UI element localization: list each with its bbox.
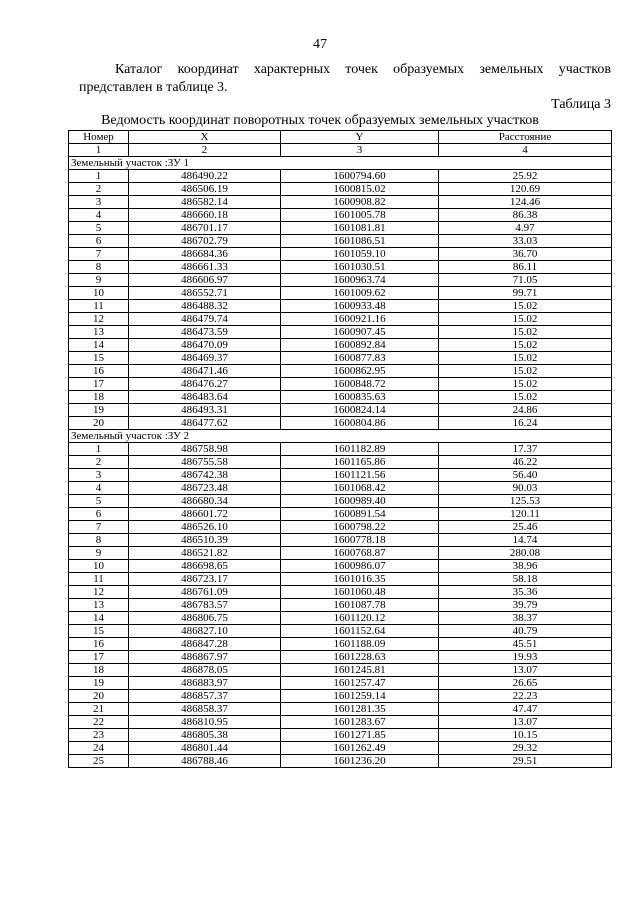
- distance-cell: 25.46: [439, 521, 612, 534]
- table-row: [69, 521, 612, 534]
- coordinate-y-cell: 1601271.85: [281, 729, 439, 742]
- coordinate-x-cell: 486490.22: [129, 170, 281, 183]
- distance-cell: 45.51: [439, 638, 612, 651]
- point-number-cell: 11: [69, 300, 129, 313]
- coordinate-x-cell: 486493.31: [129, 404, 281, 417]
- point-number-cell: 7: [69, 248, 129, 261]
- point-number-cell: 15: [69, 352, 129, 365]
- intro-paragraph: Каталог координат характерных точек образуемых земельных участков представлен в таблице 3.: [79, 62, 611, 95]
- point-number-cell: 8: [69, 261, 129, 274]
- column-index-1: 1: [69, 144, 129, 157]
- distance-cell: 36.70: [439, 248, 612, 261]
- coordinate-x-cell: 486723.48: [129, 482, 281, 495]
- distance-cell: 4.97: [439, 222, 612, 235]
- distance-cell: 15.02: [439, 352, 612, 365]
- point-number-cell: 1: [69, 170, 129, 183]
- point-number-cell: 2: [69, 456, 129, 469]
- coordinate-x-cell: 486806.75: [129, 612, 281, 625]
- coordinate-x-cell: 486680.34: [129, 495, 281, 508]
- coordinate-y-cell: 1600768.87: [281, 547, 439, 560]
- coordinate-y-cell: 1601259.14: [281, 690, 439, 703]
- coordinate-y-cell: 1601281.35: [281, 703, 439, 716]
- distance-cell: 120.11: [439, 508, 612, 521]
- coordinate-x-cell: 486761.09: [129, 586, 281, 599]
- point-number-cell: 12: [69, 586, 129, 599]
- distance-cell: 13.07: [439, 716, 612, 729]
- point-number-cell: 14: [69, 339, 129, 352]
- point-number-cell: 17: [69, 378, 129, 391]
- table-row: [69, 391, 612, 404]
- point-number-cell: 1: [69, 443, 129, 456]
- coordinate-y-cell: 1600778.18: [281, 534, 439, 547]
- coordinate-x-cell: 486827.10: [129, 625, 281, 638]
- column-header-y: Y: [281, 131, 439, 144]
- point-number-cell: 3: [69, 469, 129, 482]
- coordinate-x-cell: 486783.57: [129, 599, 281, 612]
- table-header-row: [69, 131, 612, 144]
- coordinate-x-cell: 486742.38: [129, 469, 281, 482]
- distance-cell: 26.65: [439, 677, 612, 690]
- coordinate-y-cell: 1600815.02: [281, 183, 439, 196]
- coordinate-y-cell: 1601188.09: [281, 638, 439, 651]
- coordinate-x-cell: 486483.64: [129, 391, 281, 404]
- table-row: [69, 625, 612, 638]
- coordinate-x-cell: 486471.46: [129, 365, 281, 378]
- distance-cell: 10.15: [439, 729, 612, 742]
- point-number-cell: 22: [69, 716, 129, 729]
- coordinate-y-cell: 1601152.64: [281, 625, 439, 638]
- table-row: [69, 690, 612, 703]
- distance-cell: 280.08: [439, 547, 612, 560]
- section-header-row: [69, 157, 612, 170]
- coordinate-x-cell: 486552.71: [129, 287, 281, 300]
- distance-cell: 22.23: [439, 690, 612, 703]
- coordinate-x-cell: 486506.19: [129, 183, 281, 196]
- coordinate-x-cell: 486684.36: [129, 248, 281, 261]
- distance-cell: 15.02: [439, 326, 612, 339]
- coordinate-y-cell: 1600862.95: [281, 365, 439, 378]
- point-number-cell: 18: [69, 391, 129, 404]
- coordinate-x-cell: 486702.79: [129, 235, 281, 248]
- point-number-cell: 10: [69, 287, 129, 300]
- distance-cell: 86.11: [439, 261, 612, 274]
- table-row: [69, 248, 612, 261]
- distance-cell: 15.02: [439, 300, 612, 313]
- coordinate-x-cell: 486857.37: [129, 690, 281, 703]
- table-label: Таблица 3: [551, 97, 611, 112]
- table-row: [69, 183, 612, 196]
- point-number-cell: 8: [69, 534, 129, 547]
- point-number-cell: 7: [69, 521, 129, 534]
- table-row: [69, 222, 612, 235]
- table-row: [69, 547, 612, 560]
- coordinate-x-cell: 486810.95: [129, 716, 281, 729]
- coordinate-x-cell: 486473.59: [129, 326, 281, 339]
- distance-cell: 58.18: [439, 573, 612, 586]
- point-number-cell: 23: [69, 729, 129, 742]
- table-row: [69, 755, 612, 768]
- distance-cell: 24.86: [439, 404, 612, 417]
- column-header-number: Номер: [69, 131, 129, 144]
- distance-cell: 25.92: [439, 170, 612, 183]
- distance-cell: 15.02: [439, 365, 612, 378]
- distance-cell: 90.03: [439, 482, 612, 495]
- coordinate-x-cell: 486488.32: [129, 300, 281, 313]
- table-row: [69, 612, 612, 625]
- coordinate-x-cell: 486660.18: [129, 209, 281, 222]
- coordinate-y-cell: 1601060.48: [281, 586, 439, 599]
- distance-cell: 14.74: [439, 534, 612, 547]
- point-number-cell: 11: [69, 573, 129, 586]
- coordinate-y-cell: 1601059.10: [281, 248, 439, 261]
- distance-cell: 15.02: [439, 378, 612, 391]
- distance-cell: 39.79: [439, 599, 612, 612]
- section-title: Земельный участок :ЗУ 1: [69, 157, 612, 170]
- point-number-cell: 9: [69, 274, 129, 287]
- distance-cell: 15.02: [439, 391, 612, 404]
- table-row: [69, 716, 612, 729]
- coordinate-x-cell: 486698.65: [129, 560, 281, 573]
- distance-cell: 124.46: [439, 196, 612, 209]
- table-row: [69, 703, 612, 716]
- table-row: [69, 599, 612, 612]
- point-number-cell: 20: [69, 690, 129, 703]
- point-number-cell: 20: [69, 417, 129, 430]
- table-row: [69, 300, 612, 313]
- coordinate-x-cell: 486723.17: [129, 573, 281, 586]
- coordinate-x-cell: 486801.44: [129, 742, 281, 755]
- coordinate-y-cell: 1601068.42: [281, 482, 439, 495]
- coordinate-x-cell: 486582.14: [129, 196, 281, 209]
- table-row: [69, 586, 612, 599]
- table-row: [69, 508, 612, 521]
- distance-cell: 99.71: [439, 287, 612, 300]
- table-row: [69, 456, 612, 469]
- point-number-cell: 6: [69, 235, 129, 248]
- coordinate-y-cell: 1600986.07: [281, 560, 439, 573]
- coordinate-x-cell: 486526.10: [129, 521, 281, 534]
- table-row: [69, 495, 612, 508]
- distance-cell: 38.96: [439, 560, 612, 573]
- distance-cell: 56.40: [439, 469, 612, 482]
- table-row: [69, 274, 612, 287]
- coordinate-y-cell: 1601087.78: [281, 599, 439, 612]
- coordinate-y-cell: 1600933.48: [281, 300, 439, 313]
- point-number-cell: 17: [69, 651, 129, 664]
- table-row: [69, 469, 612, 482]
- coordinate-y-cell: 1600804.86: [281, 417, 439, 430]
- table-column-number-row: [69, 144, 612, 157]
- coordinate-x-cell: 486858.37: [129, 703, 281, 716]
- coordinate-y-cell: 1600835.63: [281, 391, 439, 404]
- point-number-cell: 5: [69, 222, 129, 235]
- table-row: [69, 339, 612, 352]
- coordinate-y-cell: 1600963.74: [281, 274, 439, 287]
- point-number-cell: 19: [69, 404, 129, 417]
- point-number-cell: 25: [69, 755, 129, 768]
- coordinate-y-cell: 1600798.22: [281, 521, 439, 534]
- coordinate-y-cell: 1601283.67: [281, 716, 439, 729]
- coordinate-y-cell: 1601121.56: [281, 469, 439, 482]
- distance-cell: 120.69: [439, 183, 612, 196]
- coordinate-x-cell: 486755.58: [129, 456, 281, 469]
- table-row: [69, 482, 612, 495]
- table-row: [69, 417, 612, 430]
- table-row: [69, 534, 612, 547]
- point-number-cell: 21: [69, 703, 129, 716]
- point-number-cell: 9: [69, 547, 129, 560]
- coordinate-y-cell: 1601262.49: [281, 742, 439, 755]
- coordinates-table: [68, 130, 612, 768]
- point-number-cell: 10: [69, 560, 129, 573]
- distance-cell: 17.37: [439, 443, 612, 456]
- coordinate-x-cell: 486477.62: [129, 417, 281, 430]
- coordinate-x-cell: 486479.74: [129, 313, 281, 326]
- table-row: [69, 378, 612, 391]
- table-row: [69, 677, 612, 690]
- coordinate-y-cell: 1601005.78: [281, 209, 439, 222]
- section-title: Земельный участок :ЗУ 2: [69, 430, 612, 443]
- coordinate-x-cell: 486867.97: [129, 651, 281, 664]
- coordinate-y-cell: 1601182.89: [281, 443, 439, 456]
- table-body: [69, 157, 612, 768]
- point-number-cell: 13: [69, 599, 129, 612]
- table-row: [69, 664, 612, 677]
- table-row: [69, 287, 612, 300]
- point-number-cell: 2: [69, 183, 129, 196]
- coordinate-y-cell: 1600908.82: [281, 196, 439, 209]
- point-number-cell: 4: [69, 209, 129, 222]
- distance-cell: 86.38: [439, 209, 612, 222]
- coordinate-y-cell: 1601165.86: [281, 456, 439, 469]
- distance-cell: 46.22: [439, 456, 612, 469]
- coordinate-x-cell: 486788.46: [129, 755, 281, 768]
- distance-cell: 19.93: [439, 651, 612, 664]
- distance-cell: 29.32: [439, 742, 612, 755]
- coordinate-x-cell: 486470.09: [129, 339, 281, 352]
- coordinate-y-cell: 1601081.81: [281, 222, 439, 235]
- coordinate-y-cell: 1600824.14: [281, 404, 439, 417]
- table-row: [69, 209, 612, 222]
- coordinate-y-cell: 1600892.84: [281, 339, 439, 352]
- table-title: Ведомость координат поворотных точек образуемых земельных участков: [101, 113, 539, 128]
- coordinate-y-cell: 1600794.60: [281, 170, 439, 183]
- coordinate-y-cell: 1600877.83: [281, 352, 439, 365]
- point-number-cell: 3: [69, 196, 129, 209]
- coordinate-x-cell: 486758.98: [129, 443, 281, 456]
- coordinate-y-cell: 1600848.72: [281, 378, 439, 391]
- table-row: [69, 196, 612, 209]
- coordinate-y-cell: 1601009.62: [281, 287, 439, 300]
- table-row: [69, 573, 612, 586]
- coordinate-y-cell: 1600989.40: [281, 495, 439, 508]
- column-header-distance: Расстояние: [439, 131, 612, 144]
- point-number-cell: 19: [69, 677, 129, 690]
- table-row: [69, 742, 612, 755]
- table-row: [69, 261, 612, 274]
- table-row: [69, 235, 612, 248]
- point-number-cell: 13: [69, 326, 129, 339]
- column-index-3: 3: [281, 144, 439, 157]
- coordinate-x-cell: 486469.37: [129, 352, 281, 365]
- coordinate-y-cell: 1601236.20: [281, 755, 439, 768]
- table-row: [69, 170, 612, 183]
- distance-cell: 15.02: [439, 313, 612, 326]
- distance-cell: 13.07: [439, 664, 612, 677]
- table-row: [69, 352, 612, 365]
- column-index-2: 2: [129, 144, 281, 157]
- table-row: [69, 404, 612, 417]
- coordinate-y-cell: 1600907.45: [281, 326, 439, 339]
- point-number-cell: 16: [69, 638, 129, 651]
- coordinate-x-cell: 486805.38: [129, 729, 281, 742]
- point-number-cell: 6: [69, 508, 129, 521]
- point-number-cell: 16: [69, 365, 129, 378]
- coordinate-x-cell: 486601.72: [129, 508, 281, 521]
- coordinate-x-cell: 486521.82: [129, 547, 281, 560]
- coordinate-x-cell: 486883.97: [129, 677, 281, 690]
- distance-cell: 29.51: [439, 755, 612, 768]
- point-number-cell: 14: [69, 612, 129, 625]
- point-number-cell: 24: [69, 742, 129, 755]
- distance-cell: 40.79: [439, 625, 612, 638]
- distance-cell: 71.05: [439, 274, 612, 287]
- table-row: [69, 443, 612, 456]
- coordinate-x-cell: 486476.27: [129, 378, 281, 391]
- coordinate-y-cell: 1601257.47: [281, 677, 439, 690]
- point-number-cell: 5: [69, 495, 129, 508]
- table-row: [69, 651, 612, 664]
- coordinate-x-cell: 486606.97: [129, 274, 281, 287]
- table-row: [69, 729, 612, 742]
- distance-cell: 125.53: [439, 495, 612, 508]
- coordinate-x-cell: 486510.39: [129, 534, 281, 547]
- point-number-cell: 15: [69, 625, 129, 638]
- coordinate-x-cell: 486878.05: [129, 664, 281, 677]
- coordinate-y-cell: 1601016.35: [281, 573, 439, 586]
- table-row: [69, 638, 612, 651]
- distance-cell: 47.47: [439, 703, 612, 716]
- coordinate-y-cell: 1601030.51: [281, 261, 439, 274]
- coordinate-x-cell: 486847.28: [129, 638, 281, 651]
- distance-cell: 15.02: [439, 339, 612, 352]
- table-row: [69, 560, 612, 573]
- page-number: 47: [313, 37, 327, 52]
- point-number-cell: 18: [69, 664, 129, 677]
- table-row: [69, 365, 612, 378]
- coordinate-y-cell: 1601228.63: [281, 651, 439, 664]
- table-row: [69, 326, 612, 339]
- distance-cell: 35.36: [439, 586, 612, 599]
- coordinate-y-cell: 1601120.12: [281, 612, 439, 625]
- column-index-4: 4: [439, 144, 612, 157]
- coordinate-y-cell: 1601086.51: [281, 235, 439, 248]
- coordinate-y-cell: 1600921.16: [281, 313, 439, 326]
- coordinate-x-cell: 486661.33: [129, 261, 281, 274]
- coordinate-y-cell: 1601245.81: [281, 664, 439, 677]
- point-number-cell: 12: [69, 313, 129, 326]
- table-row: [69, 313, 612, 326]
- point-number-cell: 4: [69, 482, 129, 495]
- distance-cell: 33.03: [439, 235, 612, 248]
- distance-cell: 16.24: [439, 417, 612, 430]
- section-header-row: [69, 430, 612, 443]
- coordinate-y-cell: 1600891.54: [281, 508, 439, 521]
- column-header-x: X: [129, 131, 281, 144]
- coordinate-x-cell: 486701.17: [129, 222, 281, 235]
- distance-cell: 38.37: [439, 612, 612, 625]
